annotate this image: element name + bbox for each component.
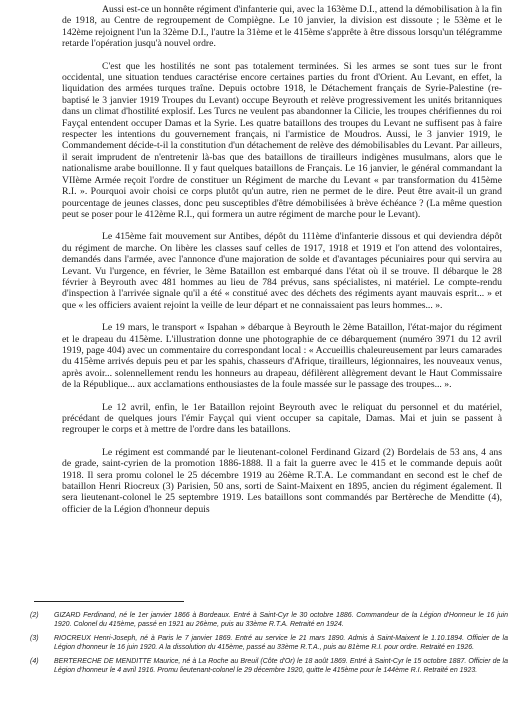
footnote-number: (3) xyxy=(30,634,39,642)
paragraph-command: Le régiment est commandé par le lieutenant-colonel Ferdinand Gizard (2) Bordelais de 53 ans, 4 ans de grade, saint-cyrien de la promotion 1886-1888. Il a fait la guerre avec le 415 et le commande depuis août 1918. Il sera promu colonel le 25 décembre 1919 au 26ème R.T.A. Le commandant en second est le chef de bataillon Henri Riocreux (3) Parisien, 50 ans, sorti de Saint-Maixent en 1895, ancien du régiment également. Il sera lieutenant-colonel le 25 septembre 1919. Les bataillons sont commandés par Bertèreche de Menditte (4), officier de la Légion d'honneur depuis xyxy=(62,446,502,515)
footnote-number: (2) xyxy=(30,612,39,619)
footnote-text: GIZARD Ferdinand, né le 1er janvier 1866 à Bordeaux. Entré à Saint-Cyr le 30 octobre 1886. Commandeur de la Légion d'Honneur le 16 juin 1920. Colonel du 415ème, passé en 1921 au 26ème, puis au 33ème R.T.A. Retraité en 1924. xyxy=(54,612,508,628)
footnote-separator xyxy=(34,601,184,602)
paragraph-antibes: Le 415ème fait mouvement sur Antibes, dépôt du 111ème d'infanterie dissous et qui deviendra dépôt du régiment de marche. On libère les classes sauf celles de 1917, 1918 et 1919 et l'on attend des volontaires, demandés dans l'armée, avec l'annonce d'une majoration de solde et d'avantages pécuniaires pour qui servira au Levant. Vu l'urgence, en février, le 3ème Bataillon est embarqué dans l'état où il se trouve. Il débarque le 28 février à Beyrouth avec 481 hommes au lieu de 784 prévus, sans spécialistes, ni matériel. Le compte-rendu d'inspection à l'arrivée signale qu'il a été « constitué avec des déchets des régiments ayant mauvais esprit... » et que « les officiers avaient rejoint la veille de leur départ et ne connaissaient pas leurs hommes... ». xyxy=(62,231,502,311)
footnote-text: BERTERECHE DE MENDITTE Maurice, né à La Roche au Breuil (Côte d'Or) le 18 août 1869. Entré à Saint-Cyr le 15 octobre 1887. Officier de la Légion d'honneur le 4 avril 1916. Promu lieutenant-colonel le 29 décembre 1920, quitte le 415ème pour le 144ème R.I. Retraité en 1923. xyxy=(54,657,508,674)
footnote-text: RIOCREUX Henri-Joseph, né à Paris le 7 janvier 1869. Entré au service le 21 mars 1890. Admis à Saint-Maixent le 1.10.1894. Officier de la Légion d'honneur le 16 juin 1920. A la dissolution du 415ème, passé au 33ème R.T.A., puis au 81ème R.I. pour ordre. Retraité en 1926. xyxy=(54,634,508,651)
paragraph-levant-situation: C'est que les hostilités ne sont pas totalement terminées. Si les armes se sont tues sur le front occidental, une situation tendues caractérise encore certaines parties du front d'Orient. Au Levant, en effet, la liquidation des armées turques traîne. Depuis octobre 1918, le Détachement français de Syrie-Palestine (re-baptisé le 3 janvier 1919 Troupes du Levant) occupe Beyrouth et relève progressivement les unités britanniques dans un climat d'hostilité explosif. Les Turcs ne veulent pas abandonner la Cilicie, les troupes chérifiennes du roi Fayçal entendent occuper Damas et la Syrie. Les quatre bataillons des troupes du Levant ne suffisent pas à faire respecter les intentions du gouvernement français, ni l'armistice de Moudros. Aussi, le 3 janvier 1919, le Commandement décide-t-il la constitution d'un détachement de relève des démobilisables du Levant. Par ailleurs, il serait imprudent de n'entretenir là-bas que des bataillons de tirailleurs indigènes musulmans, alors que le nationalisme arabe bouillonne. Il y faut quelques bataillons de Français. Le 16 janvier, le général commandant la VIIème Armée reçoit l'ordre de constituer un Régiment de marche du Levant « par transformation du 415ème R.I. ». Pourquoi avoir choisi ce corps plutôt qu'un autre, rien ne permet de le dire. Peut être avait-il un grand pourcentage de jeunes classes, donc peu susceptibles d'être démobilisées à brève échéance ? (La même question peut se poser pour le 412ème R.I., qui formera un autre régiment de marche pour le Levant). xyxy=(62,60,502,220)
body-text xyxy=(62,4,502,526)
footnotes xyxy=(30,612,508,680)
paragraph-demobilisation: Aussi est-ce un honnête régiment d'infanterie qui, avec la 163ème D.I., attend la démobilisation à la fin de 1918, au Centre de regroupement de Compiègne. Le 10 janvier, la division est dissoute ; le 53ème et le 142ème rejoignent l'un la 32ème D.I., l'autre la 31ème et le 415ème s'apprête à être dissous lorsqu'un télégramme retarde l'opération jusqu'à nouvel ordre. xyxy=(62,4,502,50)
paragraph-ispahan: Le 19 mars, le transport « Ispahan » débarque à Beyrouth le 2ème Bataillon, l'état-major du régiment et le drapeau du 415ème. L'illustration donne une photographie de ce débarquement (numéro 3971 du 12 avril 1919, page 404) avec un commentaire du correspondant local : « Accueillis chaleureusement par leurs camarades du 415ème arrivés depuis peu et par les spahis, chasseurs d'Afrique, tirailleurs, légionnaires, les nouveaux venus, après avoir... solennellement rendu les honneurs au drapeau, défilèrent allègrement devant le Haut Commissaire de la République... aux acclamations enthousiastes de la foule massée sur le passage des troupes... ». xyxy=(62,322,502,391)
footnote-3 xyxy=(30,635,508,653)
footnote-2 xyxy=(30,612,508,630)
footnote-4 xyxy=(30,658,508,676)
footnote-number: (4) xyxy=(30,657,39,665)
paragraph-first-battalion: Le 12 avril, enfin, le 1er Bataillon rejoint Beyrouth avec le reliquat du personnel et du matériel, précédant de quelques jours l'émir Fayçal qui vient occuper sa capitale, Damas. Mai et juin se passent à regrouper le corps et à mettre de l'ordre dans les bataillons. xyxy=(62,401,502,436)
